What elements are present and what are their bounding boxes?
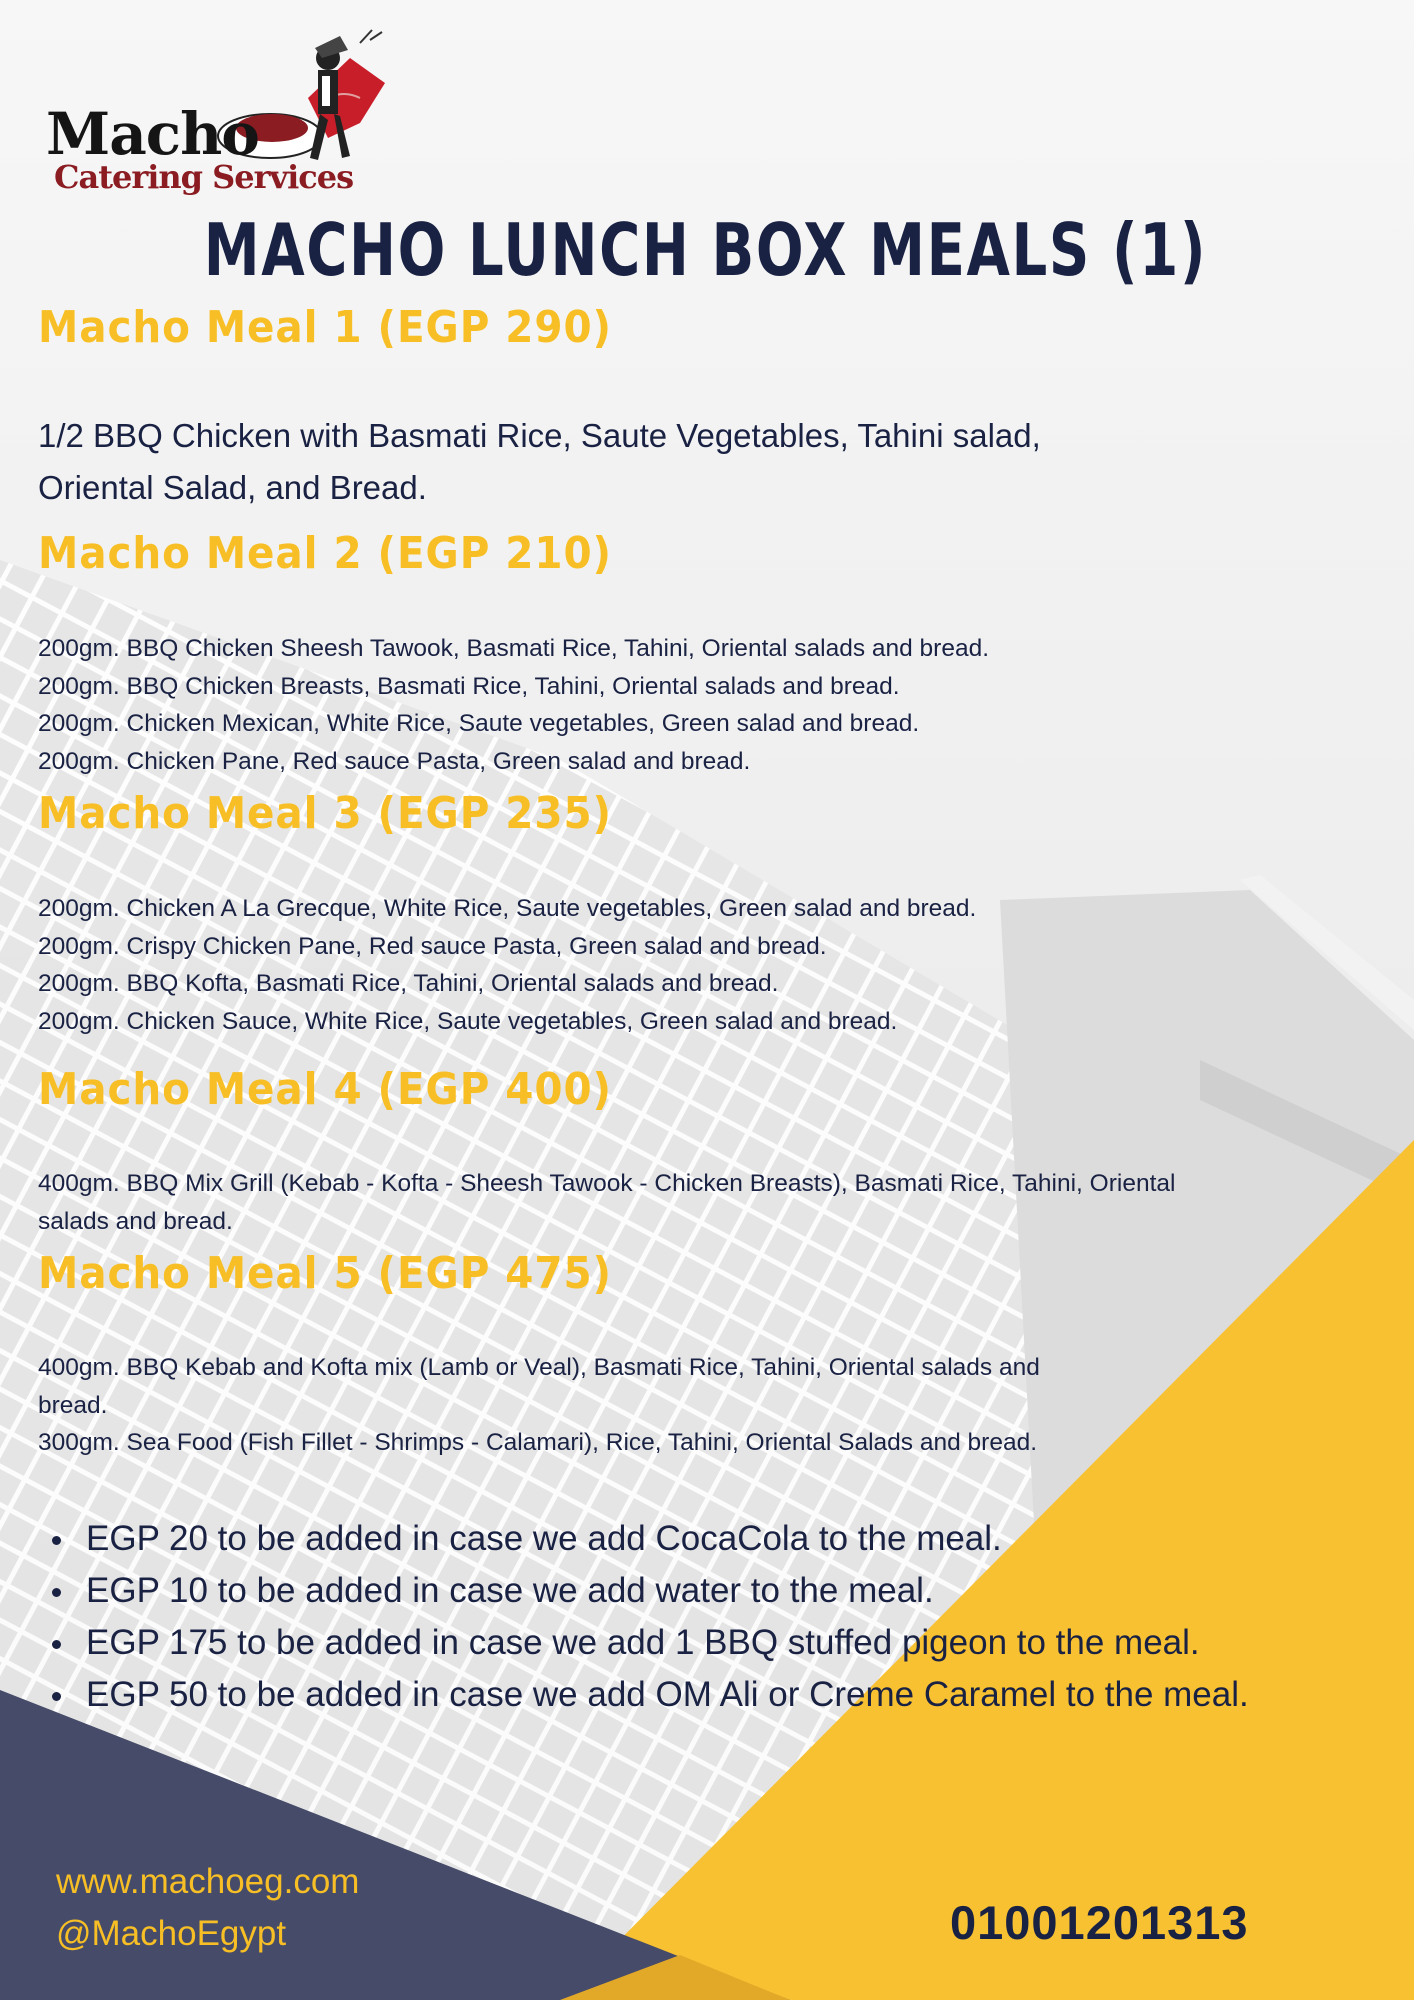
logo-tagline: Catering Services xyxy=(54,158,354,196)
meal-block xyxy=(38,526,662,582)
page-title: MACHO LUNCH BOX MEALS (1) xyxy=(203,208,1208,292)
meal-description xyxy=(38,1349,1218,1462)
bullet-icon xyxy=(52,1588,61,1597)
list-item xyxy=(46,1617,1246,1669)
meal-line: 200gm. Chicken Sauce, White Rice, Saute vegetables, Green salad and bread. xyxy=(38,1007,898,1035)
meal-description xyxy=(38,890,1218,1040)
website-link[interactable]: www.machoeg.com xyxy=(56,1862,360,1901)
list-item xyxy=(46,1565,1246,1617)
meal-line: bread. xyxy=(38,1391,108,1419)
extra-text: EGP 20 to be added in case we add CocaCola to the meal. xyxy=(86,1519,1002,1558)
meal-block xyxy=(38,1062,662,1118)
meal-description xyxy=(38,410,1218,514)
meal-line: 400gm. BBQ Mix Grill (Kebab - Kofta - Sheesh Tawook - Chicken Breasts), Basmati Rice, Tahini, Oriental xyxy=(38,1170,1176,1197)
meal-description xyxy=(38,1165,1258,1240)
meal-block xyxy=(38,300,662,356)
meal-heading: Macho Meal 4 (EGP 400) xyxy=(38,1064,612,1115)
meal-line: 200gm. Chicken Mexican, White Rice, Saute vegetables, Green salad and bread. xyxy=(38,710,920,737)
social-handle[interactable]: @MachoEgypt xyxy=(56,1914,287,1953)
footer-contacts xyxy=(56,1856,359,1960)
meal-line: 200gm. Chicken A La Grecque, White Rice, Saute vegetables, Green salad and bread. xyxy=(38,895,977,922)
meal-line: Oriental Salad, and Bread. xyxy=(38,469,427,506)
bullet-icon xyxy=(52,1536,61,1545)
meal-line: 200gm. BBQ Chicken Sheesh Tawook, Basmati Rice, Tahini, Oriental salads and bread. xyxy=(38,635,990,662)
meal-description xyxy=(38,630,1218,780)
bullet-icon xyxy=(52,1692,61,1701)
extra-text: EGP 10 to be added in case we add water to the meal. xyxy=(86,1571,934,1610)
bullet-icon xyxy=(52,1640,61,1649)
extra-text: EGP 50 to be added in case we add OM Ali or Creme Caramel to the meal. xyxy=(86,1675,1249,1714)
meal-line: 200gm. BBQ Chicken Breasts, Basmati Rice, Tahini, Oriental salads and bread. xyxy=(38,672,900,700)
extras-list xyxy=(46,1513,1249,1721)
extra-text: EGP 175 to be added in case we add 1 BBQ stuffed pigeon to the meal. xyxy=(86,1623,1200,1662)
meal-heading: Macho Meal 3 (EGP 235) xyxy=(38,788,612,839)
list-item xyxy=(46,1513,1246,1565)
meal-line: salads and bread. xyxy=(38,1207,233,1235)
meal-block xyxy=(38,786,662,842)
meal-heading: Macho Meal 1 (EGP 290) xyxy=(38,302,612,353)
logo-wordmark: Macho xyxy=(46,100,259,168)
meal-heading: Macho Meal 2 (EGP 210) xyxy=(38,528,612,579)
meal-line: 200gm. Crispy Chicken Pane, Red sauce Pasta, Green salad and bread. xyxy=(38,932,827,960)
meal-line: 200gm. BBQ Kofta, Basmati Rice, Tahini, Oriental salads and bread. xyxy=(38,970,779,997)
meal-heading: Macho Meal 5 (EGP 475) xyxy=(38,1248,612,1299)
meal-line: 400gm. BBQ Kebab and Kofta mix (Lamb or Veal), Basmati Rice, Tahini, Oriental salads and xyxy=(38,1354,1040,1381)
list-item xyxy=(46,1669,1249,1721)
meal-block xyxy=(38,1246,662,1302)
meal-line: 1/2 BBQ Chicken with Basmati Rice, Saute Vegetables, Tahini salad, xyxy=(38,417,1041,454)
meal-line: 200gm. Chicken Pane, Red sauce Pasta, Green salad and bread. xyxy=(38,747,751,775)
meal-line: 300gm. Sea Food (Fish Fillet - Shrimps - Calamari), Rice, Tahini, Oriental Salads and bread. xyxy=(38,1429,1038,1456)
brand-logo xyxy=(40,28,380,208)
phone-number[interactable]: 01001201313 xyxy=(950,1896,1249,1949)
